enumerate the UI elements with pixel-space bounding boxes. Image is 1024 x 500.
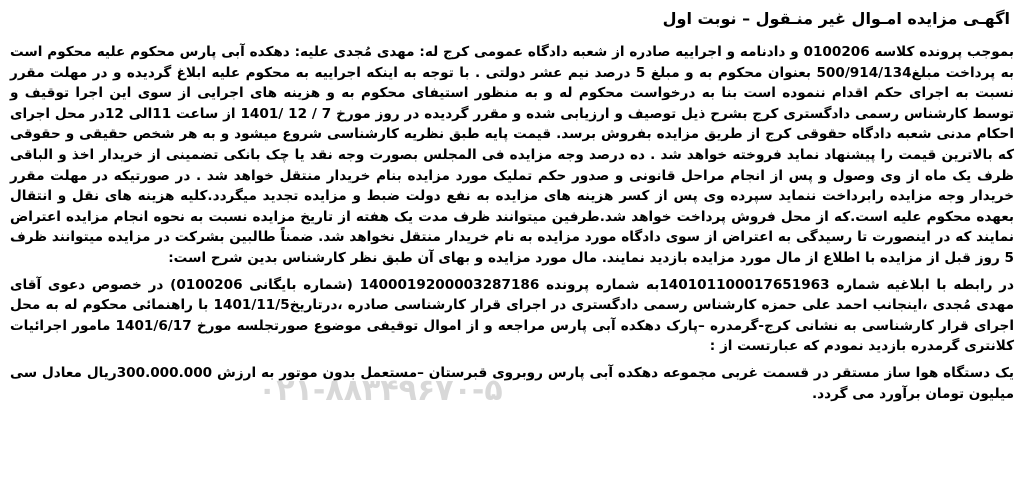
notice-paragraph-item-valuation: یک دستگاه هوا ساز مستقر در قسمت غربی مجموعه دهکده آبی پارس روبروی قبرستان –مستعمل بدون موتور به ارزش 300.000.000ریال معادل سی میلیون تومان برآورد می گردد. — [10, 364, 1014, 402]
notice-paragraph-expert-report: در رابطه با ابلاغیه شماره 140101100017651963به شماره پرونده 140001920000328718‌6 (شماره بایگانی 0100206) در خصوص دعوی آقای مهدی مُجدی ،اینجانب احمد علی حمزه کارشناس رسمی دادگستری در اجرای قرار کارشناسی صادره ،درتاریخ1401/11/5 با راهنمائی محکوم له به محل اجرای قرار کارشناسی به نشانی کرج-گرمدره –پارک دهکده آبی پارس مراجعه و از اموال توقیفی موضوع صورتجلسه مورخ 1401/6/17 مامور اجرائیات کلانتری گرمدره بازدید نمودم که عبارتست از : — [10, 276, 1014, 355]
notice-title: اگهـی مزایده امـوال غیر منـقول – نوبت اول — [662, 9, 1010, 28]
notice-paragraph-main: بموجب پرونده کلاسه 0100206 و دادنامه و اجراییه صادره از شعبه دادگاه عمومی کرج له: مهدی مُجدی علیه: دهکده آبی پارس محکوم علیه محکوم است به پرداخت مبلغ500/914/134 بعنوان محکوم به و مبلغ 5 درصد نیم عشر دولتی . با توجه به اینکه اجراییه به محکوم علیه ابلاغ گردیده و در مهلت مقرر نسبت به اجرای حکم اقدام ننموده است بنا به درخواست محکوم له و به منظور استیفای محکوم به و هزینه های اجرایی از سوی این اجرا توقیف و توسط کارشناس رسمی دادگستری کرج بشرح ذیل توصیف و ارزیابی شده و مقرر گردیده در روز مورخ 7 / 12 /1401 از ساعت 11الی 12در محل اجرای احکام مدنی شعبه دادگاه حقوقی کرج از طریق مزایده بفروش برسد. قیمت پایه طبق نظریه کارشناسی شروع میشود و به هر شخص حقیقی و حقوقی که بالاترین قیمت را پیشنهاد نماید فروخته خواهد شد . ده درصد وجه مزایده فی المجلس بصورت وجه نقد یا چک بانکی تضمینی از خریدار اخذ و الباقی ظرف یک ماه از وی وصول و پس از انجام مراحل قانونی و صدور حکم تملیک مورد مزایده بنام خریدار منتقل خواهد شد . در صورتیکه در مهلت مقرر خریدار وجه مزایده رابرداخت ننماید سپرده وی پس از کسر هزینه های مزایده به نفع دولت ضبط و مزایده تجدید میگردد.کلیه هزینه های نقل و انتقال بعهده محکوم علیه است.که از محل فروش پرداخت خواهد شد.طرفین میتوانند ظرف مدت یک هفته از تاریخ مزایده نسبت به نحوه انجام مزایده اعتراض نمایند که در اینصورت تا رسیدگی به اعتراض از سوی دادگاه مورد مزایده به نام خریدار منتقل نخواهد شد. ضمناً طالبین بشرکت در مزایده میتوانند ظرف 5 روز قبل از مزایده با اطلاع از مال مورد مزایده بازدید نمایند. مال مورد مزایده و بهای آن طبق نظر کارشناس بدین شرح است: — [10, 44, 1014, 266]
phone-watermark: ۰۲۱-۸۸۳۴۹۶۷۰-۵ — [258, 373, 503, 408]
